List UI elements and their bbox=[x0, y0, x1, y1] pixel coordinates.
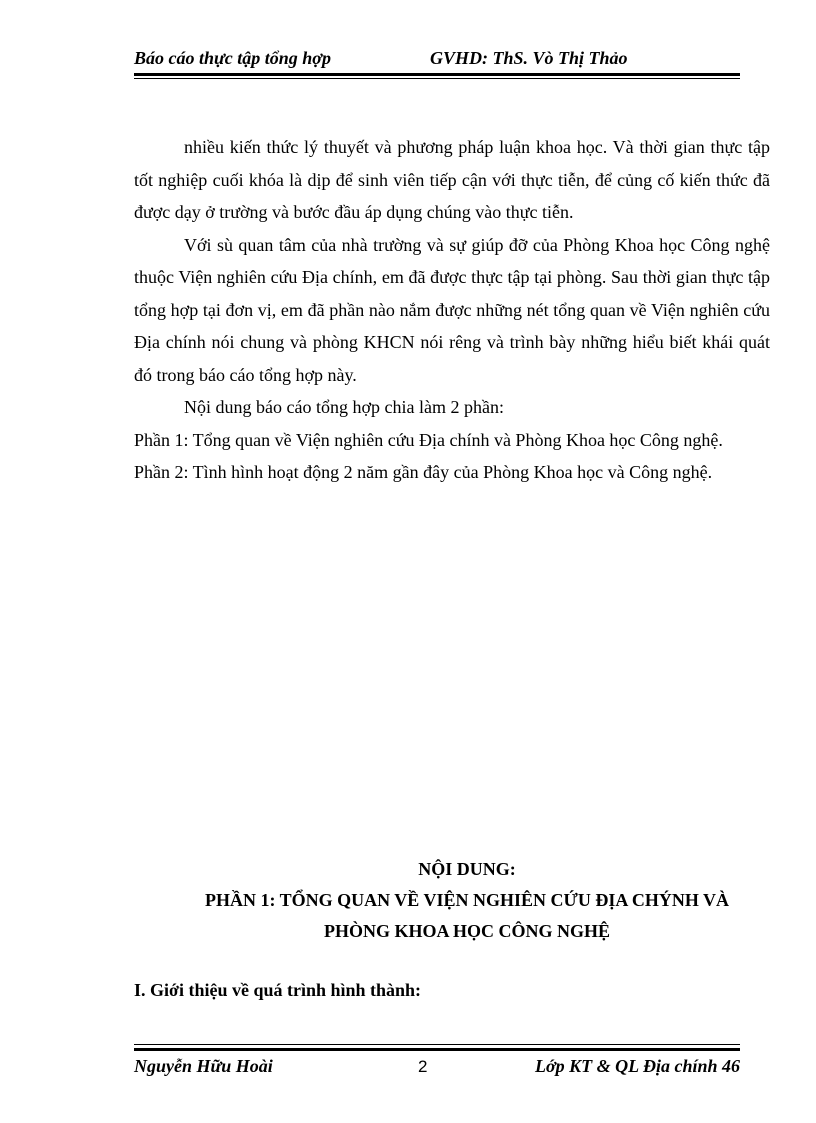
header-rule-thick bbox=[134, 73, 740, 76]
footer-rule-thick bbox=[134, 1048, 740, 1051]
page-footer bbox=[134, 1056, 740, 1080]
footer-rule-thin bbox=[134, 1044, 740, 1045]
page-header bbox=[134, 48, 740, 72]
header-report-title: Báo cáo thực tập tổng hợp bbox=[134, 48, 331, 68]
section-heading: I. Giới thiệu về quá trình hình thành: bbox=[134, 980, 422, 1000]
content-heading bbox=[134, 854, 800, 947]
paragraph-part-1: Phần 1: Tổng quan về Viện nghiên cứu Địa chính và Phòng Khoa học Công nghệ. bbox=[134, 429, 723, 450]
header-supervisor: GVHD: ThS. Vò Thị Thảo bbox=[430, 48, 628, 68]
page-number: 2 bbox=[418, 1057, 428, 1076]
paragraph-part-2: Phần 2: Tình hình hoạt động 2 năm gần đây của Phòng Khoa học và Công nghệ. bbox=[134, 462, 713, 482]
footer-author: Nguyễn Hữu Hoài bbox=[134, 1056, 273, 1076]
content-heading-part-line1: PHẦN 1: TỔNG QUAN VỀ VIỆN NGHIÊN CỨU ĐỊA CHÝNH VÀ bbox=[204, 890, 730, 910]
content-heading-part-line2: PHÒNG KHOA HỌC CÔNG NGHỆ bbox=[323, 921, 610, 941]
footer-class: Lớp KT & QL Địa chính 46 bbox=[534, 1056, 740, 1076]
paragraph-outline: Nội dung báo cáo tổng hợp chia làm 2 phần: bbox=[184, 397, 504, 417]
header-rule-thin bbox=[134, 78, 740, 79]
content-heading-title: NỘI DUNG: bbox=[418, 859, 516, 879]
paragraph-intro: nhiều kiến thức lý thuyết và phương pháp luận khoa học. Và thời gian thực tập tốt nghiệp cuối khóa là dịp để sinh viên tiếp cận với thực tiễn, để củng cố kiến thức đã được dạy ở trường và bước đầu áp dụng chúng vào thực tiễn. bbox=[134, 137, 770, 222]
paragraph-internship: Với sù quan tâm của nhà trường và sự giúp đỡ của Phòng Khoa học Công nghệ thuộc Viện nghiên cứu Địa chính, em đã được thực tập tại phòng. Sau thời gian thực tập tổng hợp tại đơn vị, em đã phần nào nắm được những nét tổng quan về Viện nghiên cứu Địa chính nói chung và phòng KHCN nói rêng và trình bày những hiểu biết khái quát đó trong báo cáo tổng hợp này. bbox=[134, 234, 770, 385]
body-text bbox=[134, 131, 770, 489]
